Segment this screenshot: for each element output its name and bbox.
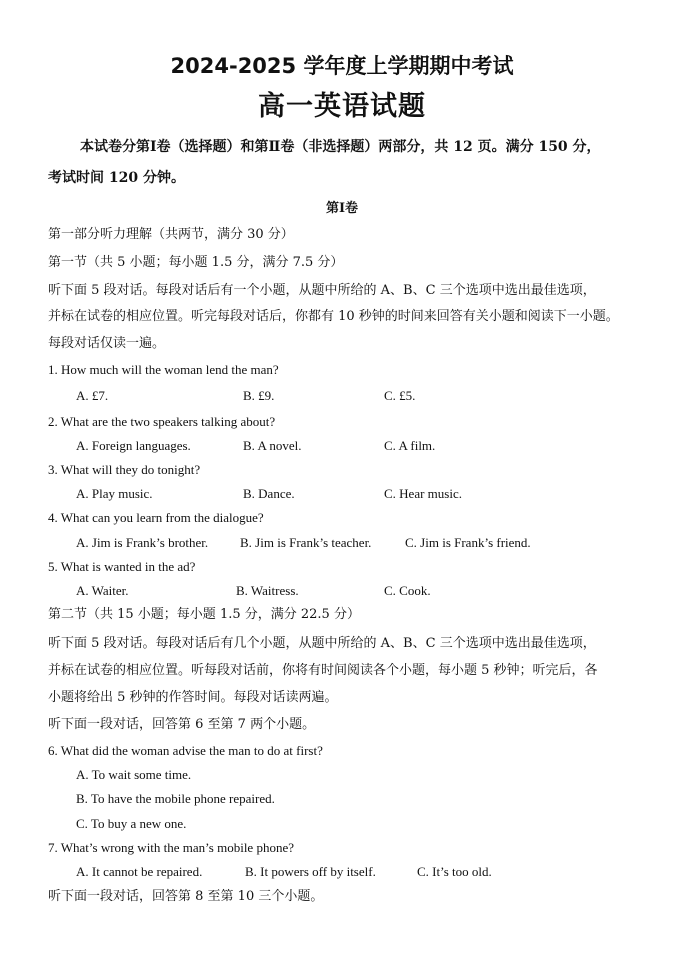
question-1-option-a: A. £7.: [76, 388, 109, 403]
question-6-option-a: A. To wait some time.: [76, 767, 192, 782]
section1-instruction-1: 听下面 5 段对话。每段对话后有一个小题，从题中所给的 A、B、C 三个选项中选出最佳选项，: [48, 283, 596, 298]
question-7-option-a: A. It cannot be repaired.: [76, 864, 203, 879]
question-3-option-c: C. Hear music.: [384, 486, 462, 501]
section1-title: 第一节（共 5 小题；每小题 1.5 分，满分 7.5 分）: [48, 255, 344, 270]
question-6-option-c: C. To buy a new one.: [76, 816, 187, 831]
dialogue-6-7-intro: 听下面一段对话，回答第 6 至第 7 两个小题。: [48, 717, 316, 732]
question-7-option-c: C. It’s too old.: [417, 864, 492, 879]
question-3-option-a: A. Play music.: [76, 486, 153, 501]
question-2-stem: 2. What are the two speakers talking about?: [48, 414, 276, 429]
question-6-stem: 6. What did the woman advise the man to do at first?: [48, 743, 323, 758]
intro-line-1: 本试卷分第Ⅰ卷（选择题）和第Ⅱ卷（非选择题）两部分，共 12 页。满分 150 分，: [80, 139, 601, 155]
question-6-option-b: B. To have the mobile phone repaired.: [76, 791, 275, 806]
question-7-option-b: B. It powers off by itself.: [245, 864, 376, 879]
question-5-option-b: B. Waitress.: [236, 583, 299, 598]
section1-instruction-2: 并标在试卷的相应位置。听完每段对话后，你都有 10 秒钟的时间来回答有关小题和阅读下一小题。: [48, 309, 619, 324]
exam-title-main: 高一英语试题: [258, 91, 426, 122]
question-4-stem: 4. What can you learn from the dialogue?: [48, 510, 264, 525]
question-1-option-b: B. £9.: [243, 388, 275, 403]
question-2-option-b: B. A novel.: [243, 438, 302, 453]
question-7-stem: 7. What’s wrong with the man’s mobile phone?: [48, 840, 294, 855]
section2-instruction-1: 听下面 5 段对话。每段对话后有几个小题，从题中所给的 A、B、C 三个选项中选出最佳选项，: [48, 636, 596, 651]
dialogue-8-10-intro: 听下面一段对话，回答第 8 至第 10 三个小题。: [48, 889, 324, 904]
question-4-option-a: A. Jim is Frank’s brother.: [76, 535, 209, 550]
section2-title: 第二节（共 15 小题；每小题 1.5 分，满分 22.5 分）: [48, 607, 360, 622]
question-3-stem: 3. What will they do tonight?: [48, 462, 201, 477]
section2-instruction-3: 小题将给出 5 秒钟的作答时间。每段对话读两遍。: [48, 690, 338, 705]
intro-line-2: 考试时间 120 分钟。: [48, 170, 185, 186]
section2-instruction-2: 并标在试卷的相应位置。听每段对话前，你将有时间阅读各个小题，每小题 5 秒钟；听完后，各: [48, 663, 598, 678]
question-4-option-b: B. Jim is Frank’s teacher.: [240, 535, 372, 550]
section1-instruction-3: 每段对话仅读一遍。: [48, 336, 166, 351]
exam-title-year: 2024-2025 学年度上学期期中考试: [170, 54, 514, 78]
question-1-option-c: C. £5.: [384, 388, 416, 403]
question-5-option-a: A. Waiter.: [76, 583, 129, 598]
question-2-option-a: A. Foreign languages.: [76, 438, 191, 453]
question-3-option-b: B. Dance.: [243, 486, 295, 501]
question-1-stem: 1. How much will the woman lend the man?: [48, 362, 279, 377]
question-5-option-c: C. Cook.: [384, 583, 431, 598]
part1-title: 第一部分听力理解（共两节，满分 30 分）: [48, 227, 294, 242]
question-2-option-c: C. A film.: [384, 438, 436, 453]
volume-heading: 第Ⅰ卷: [325, 201, 359, 216]
question-4-option-c: C. Jim is Frank’s friend.: [405, 535, 531, 550]
question-5-stem: 5. What is wanted in the ad?: [48, 559, 196, 574]
